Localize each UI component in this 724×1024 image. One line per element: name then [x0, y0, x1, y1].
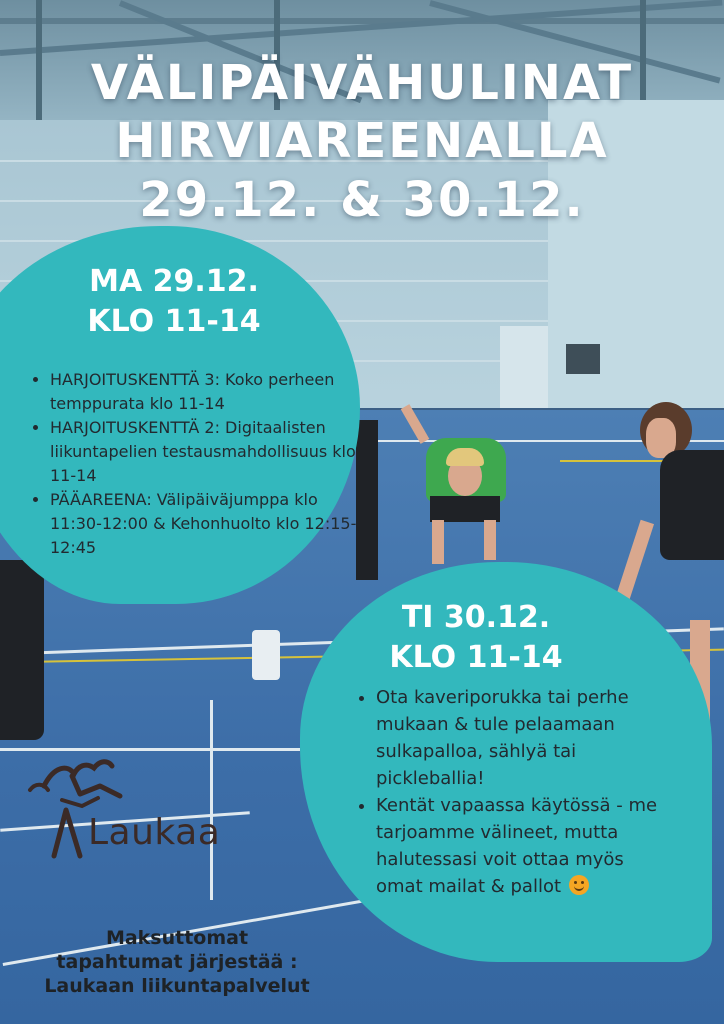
day1-program-list — [30, 368, 370, 560]
organizer-footer — [10, 926, 344, 998]
title-line-3: 29.12. & 30.12. — [139, 172, 585, 228]
day2-heading — [346, 598, 606, 678]
poster-title — [0, 54, 724, 230]
footer-line-2: tapahtumat järjestää : — [56, 951, 298, 973]
day2-date: TI 30.12. — [401, 600, 551, 635]
day1-time: KLO 11-14 — [87, 304, 261, 339]
day1-date: MA 29.12. — [89, 264, 259, 299]
footer-line-3: Laukaan liikuntapalvelut — [44, 975, 310, 997]
logo-text: Laukaa — [88, 812, 221, 853]
title-line-2: HIRVIAREENALLA — [115, 113, 609, 169]
list-item-text: Kentät vapaassa käytössä - me tarjoamme välineet, mutta halutessasi voit ottaa myös omat mailat & pallot — [376, 795, 658, 897]
title-line-1: VÄLIPÄIVÄHULINAT — [90, 55, 634, 111]
smiley-icon — [569, 875, 589, 895]
list-item: • Ota kaveriporukka tai perhe mukaan & tule pelaamaan sulkapalloa, sählyä tai pickleballia! — [376, 684, 676, 792]
list-item: • PÄÄAREENA: Välipäiväjumppa klo 11:30-12:00 & Kehonhuolto klo 12:15-12:45 — [50, 488, 370, 560]
footer-line-1: Maksuttomat — [105, 927, 249, 949]
day1-heading — [34, 262, 314, 342]
day2-time: KLO 11-14 — [389, 640, 563, 675]
list-item: • HARJOITUSKENTTÄ 3: Koko perheen temppurata klo 11-14 — [50, 368, 370, 416]
list-item — [376, 792, 676, 900]
list-item: • HARJOITUSKENTTÄ 2: Digitaalisten liikuntapelien testausmahdollisuus klo 11-14 — [50, 416, 370, 488]
day2-program-list — [356, 684, 676, 900]
